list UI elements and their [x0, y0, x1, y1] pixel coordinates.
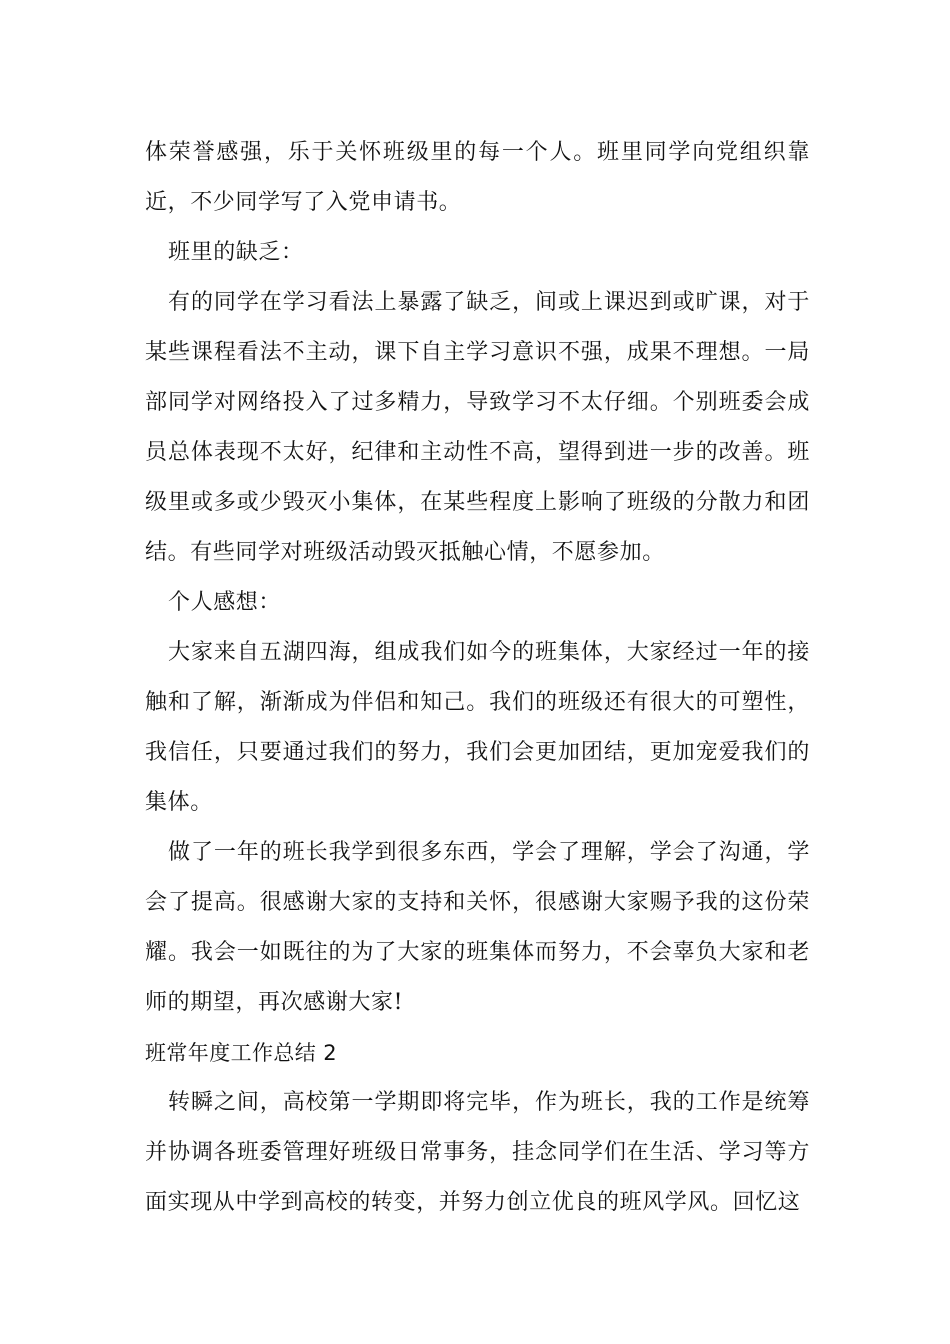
paragraph-summary-2-intro: 转瞬之间，高校第一学期即将完毕，作为班长，我的工作是统筹并协调各班委管理好班级日常事务，挂念同学们在生活、学习等方面实现从中学到高校的转变，并努力创立优良的班风学风。回忆这 [145, 1090, 810, 1215]
paragraph-personal-thoughts-1: 大家来自五湖四海，组成我们如今的班集体，大家经过一年的接触和了解，渐渐成为伴侣和知己。我们的班级还有很大的可塑性，我信任，只要通过我们的努力，我们会更加团结，更加宠爱我们的集体。 [145, 640, 810, 815]
section-label-personal-thoughts: 个人感想： [168, 590, 282, 615]
section-title-summary-2: 班常年度工作总结 2 [145, 1041, 338, 1065]
paragraph-personal-thoughts-2: 做了一年的班长我学到很多东西，学会了理解，学会了沟通，学会了提高。很感谢大家的支持和关怀，很感谢大家赐予我的这份荣耀。我会一如既往的为了大家的班集体而努力，不会辜负大家和老师的期望，再次感谢大家! [145, 840, 810, 1015]
paragraph-1: 体荣誉感强，乐于关怀班级里的每一个人。班里同学向党组织靠近，不少同学写了入党申请书。 [145, 140, 810, 215]
section-label-shortcomings: 班里的缺乏： [168, 240, 304, 265]
document-body [145, 128, 810, 1228]
paragraph-shortcomings: 有的同学在学习看法上暴露了缺乏，间或上课迟到或旷课，对于某些课程看法不主动，课下自主学习意识不强，成果不理想。一局部同学对网络投入了过多精力，导致学习不太仔细。个别班委会成员总体表现不太好，纪律和主动性不高，望得到进一步的改善。班级里或多或少毁灭小集体，在某些程度上影响了班级的分散力和团结。有些同学对班级活动毁灭抵触心情，不愿参加。 [145, 290, 810, 565]
